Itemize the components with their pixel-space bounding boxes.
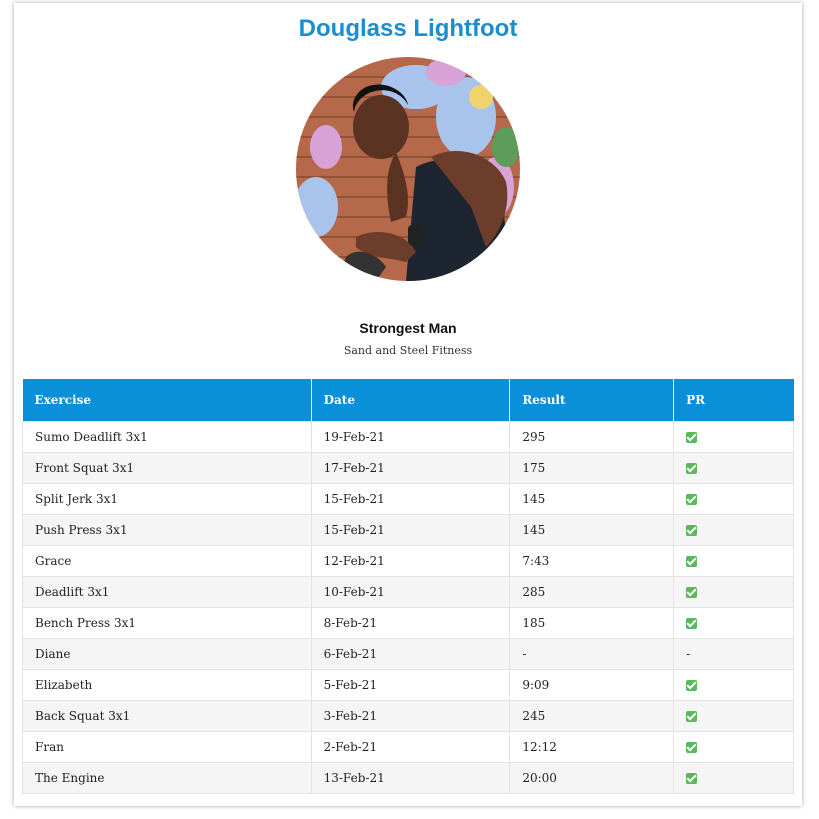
column-header-exercise: Exercise	[23, 379, 312, 422]
date-cell: 17-Feb-21	[311, 453, 510, 484]
result-cell: 7:43	[510, 546, 674, 577]
pr-cell	[674, 577, 794, 608]
pr-cell	[674, 453, 794, 484]
date-cell: 15-Feb-21	[311, 484, 510, 515]
table-row	[23, 422, 794, 453]
date-cell: 8-Feb-21	[311, 608, 510, 639]
pr-cell	[674, 670, 794, 701]
result-cell: 145	[510, 515, 674, 546]
table-row	[23, 546, 794, 577]
pr-cell: -	[674, 639, 794, 670]
exercise-cell: Split Jerk 3x1	[23, 484, 312, 515]
avatar	[296, 57, 520, 281]
date-cell: 10-Feb-21	[311, 577, 510, 608]
result-cell: 12:12	[510, 732, 674, 763]
check-icon	[686, 432, 697, 443]
column-header-date: Date	[311, 379, 510, 422]
result-cell: 145	[510, 484, 674, 515]
result-cell: -	[510, 639, 674, 670]
pr-cell	[674, 515, 794, 546]
pr-cell	[674, 484, 794, 515]
pr-cell	[674, 546, 794, 577]
date-cell: 15-Feb-21	[311, 515, 510, 546]
exercise-cell: Deadlift 3x1	[23, 577, 312, 608]
table-header-row	[23, 379, 794, 422]
date-cell: 12-Feb-21	[311, 546, 510, 577]
pr-cell	[674, 763, 794, 794]
check-icon	[686, 680, 697, 691]
exercise-table	[22, 379, 794, 794]
pr-cell	[674, 422, 794, 453]
result-cell: 175	[510, 453, 674, 484]
profile-card	[14, 3, 802, 806]
table-row	[23, 484, 794, 515]
result-cell: 20:00	[510, 763, 674, 794]
check-icon	[686, 711, 697, 722]
table-row	[23, 732, 794, 763]
exercise-cell: Front Squat 3x1	[23, 453, 312, 484]
check-icon	[686, 587, 697, 598]
exercise-cell: Grace	[23, 546, 312, 577]
exercise-table-body	[23, 422, 794, 794]
table-row	[23, 453, 794, 484]
exercise-cell: Sumo Deadlift 3x1	[23, 422, 312, 453]
column-header-result: Result	[510, 379, 674, 422]
date-cell: 19-Feb-21	[311, 422, 510, 453]
table-row	[23, 763, 794, 794]
pr-cell	[674, 608, 794, 639]
exercise-cell: The Engine	[23, 763, 312, 794]
result-cell: 9:09	[510, 670, 674, 701]
result-cell: 245	[510, 701, 674, 732]
check-icon	[686, 773, 697, 784]
pr-cell	[674, 701, 794, 732]
table-row	[23, 670, 794, 701]
date-cell: 6-Feb-21	[311, 639, 510, 670]
table-row	[23, 608, 794, 639]
table-row	[23, 515, 794, 546]
date-cell: 13-Feb-21	[311, 763, 510, 794]
check-icon	[686, 556, 697, 567]
exercise-cell: Push Press 3x1	[23, 515, 312, 546]
result-cell: 285	[510, 577, 674, 608]
date-cell: 2-Feb-21	[311, 732, 510, 763]
table-row	[23, 701, 794, 732]
date-cell: 3-Feb-21	[311, 701, 510, 732]
exercise-cell: Elizabeth	[23, 670, 312, 701]
check-icon	[686, 742, 697, 753]
profile-title: Strongest Man	[359, 320, 457, 336]
result-cell: 295	[510, 422, 674, 453]
exercise-cell: Fran	[23, 732, 312, 763]
table-row	[23, 639, 794, 670]
pr-cell	[674, 732, 794, 763]
exercise-cell: Bench Press 3x1	[23, 608, 312, 639]
table-row	[23, 577, 794, 608]
exercise-cell: Diane	[23, 639, 312, 670]
profile-name: Douglass Lightfoot	[298, 15, 518, 42]
check-icon	[686, 618, 697, 629]
exercise-cell: Back Squat 3x1	[23, 701, 312, 732]
check-icon	[686, 525, 697, 536]
check-icon	[686, 463, 697, 474]
result-cell: 185	[510, 608, 674, 639]
date-cell: 5-Feb-21	[311, 670, 510, 701]
column-header-pr: PR	[674, 379, 794, 422]
check-icon	[686, 494, 697, 505]
gym-name: Sand and Steel Fitness	[343, 344, 473, 357]
